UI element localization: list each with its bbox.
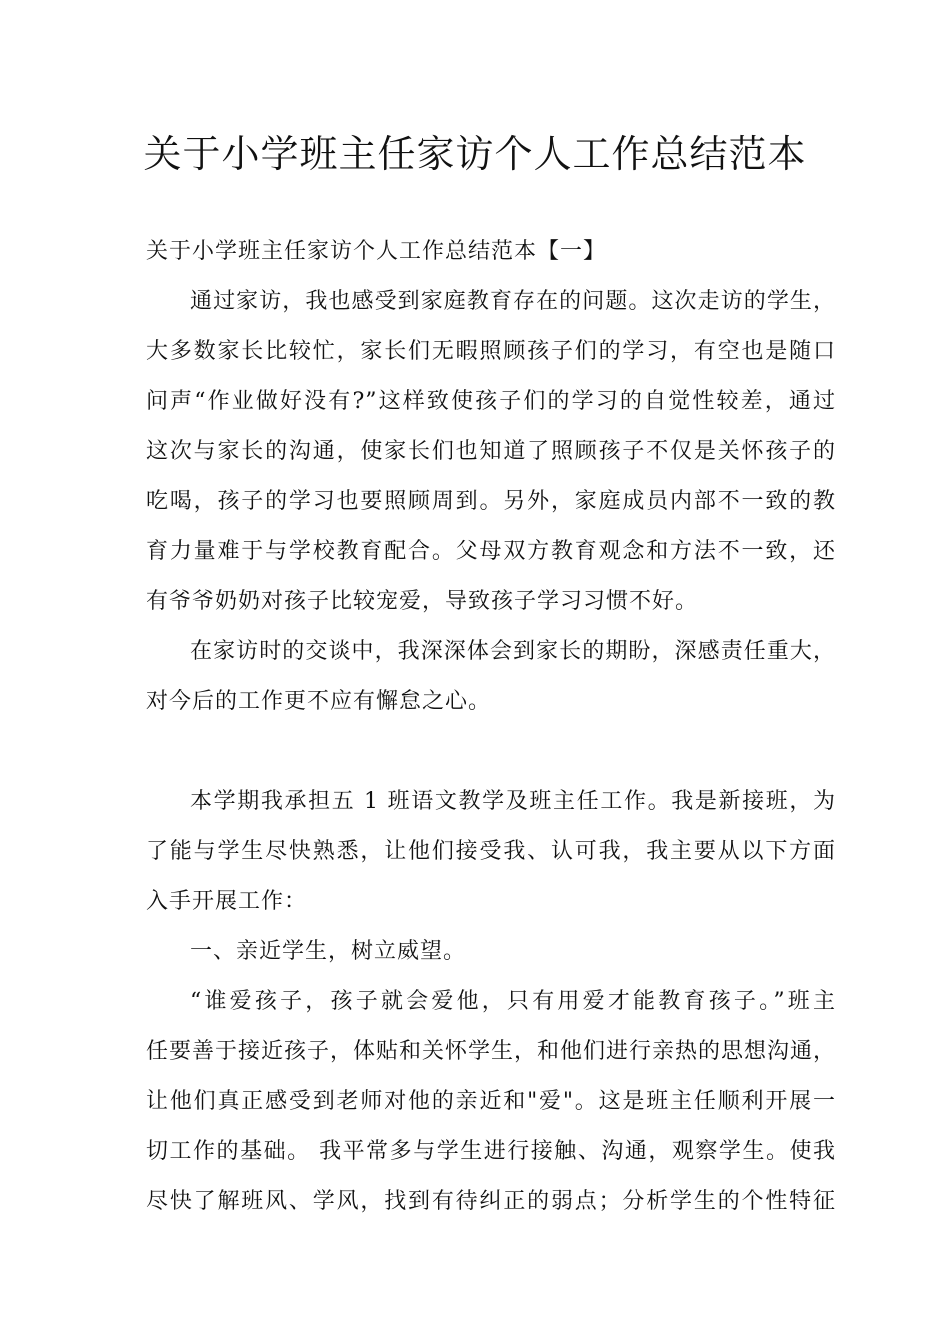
paragraph-line: 这次与家长的沟通，使家长们也知道了照顾孩子不仅是关怀孩子的 bbox=[146, 439, 836, 464]
paragraph-line: “谁爱孩子，孩子就会爱他，只有用爱才能教育孩子。”班主 bbox=[190, 989, 836, 1014]
paragraph-line: 入手开展工作： bbox=[146, 889, 308, 914]
document-body bbox=[146, 0, 836, 1344]
paragraph-line: 一、亲近学生，树立威望。 bbox=[190, 939, 467, 964]
paragraph-line: 对今后的工作更不应有懈怠之心。 bbox=[146, 689, 492, 714]
paragraph-line: 让他们真正感受到老师对他的亲近和"爱"。这是班主任顺利开展一 bbox=[146, 1089, 836, 1114]
section-heading: 关于小学班主任家访个人工作总结范本【一】 bbox=[146, 239, 607, 264]
paragraph-line: 有爷爷奶奶对孩子比较宠爱，导致孩子学习习惯不好。 bbox=[146, 589, 699, 614]
paragraph-line: 本学期我承担五 1 班语文教学及班主任工作。我是新接班，为 bbox=[190, 789, 836, 814]
paragraph-line: 了能与学生尽快熟悉，让他们接受我、认可我，我主要从以下方面 bbox=[146, 839, 836, 864]
paragraph-line: 尽快了解班风、学风，找到有待纠正的弱点；分析学生的个性特征 bbox=[146, 1189, 836, 1214]
paragraph-line: 在家访时的交谈中，我深深体会到家长的期盼，深感责任重大， bbox=[190, 639, 836, 664]
paragraph-line: 大多数家长比较忙，家长们无暇照顾孩子们的学习，有空也是随口 bbox=[146, 339, 836, 364]
paragraph-line: 任要善于接近孩子，体贴和关怀学生，和他们进行亲热的思想沟通， bbox=[146, 1039, 837, 1064]
paragraph-line: 切工作的基础。 我平常多与学生进行接触、沟通，观察学生。使我 bbox=[146, 1139, 836, 1164]
paragraph-line: 问声“作业做好没有?”这样致使孩子们的学习的自觉性较差，通过 bbox=[146, 389, 836, 414]
paragraph-line: 吃喝，孩子的学习也要照顾周到。另外，家庭成员内部不一致的教 bbox=[146, 489, 836, 514]
paragraph-line: 育力量难于与学校教育配合。父母双方教育观念和方法不一致，还 bbox=[146, 539, 836, 564]
document-title: 关于小学班主任家访个人工作总结范本 bbox=[143, 132, 807, 176]
paragraph-line: 通过家访，我也感受到家庭教育存在的问题。这次走访的学生， bbox=[190, 289, 836, 314]
